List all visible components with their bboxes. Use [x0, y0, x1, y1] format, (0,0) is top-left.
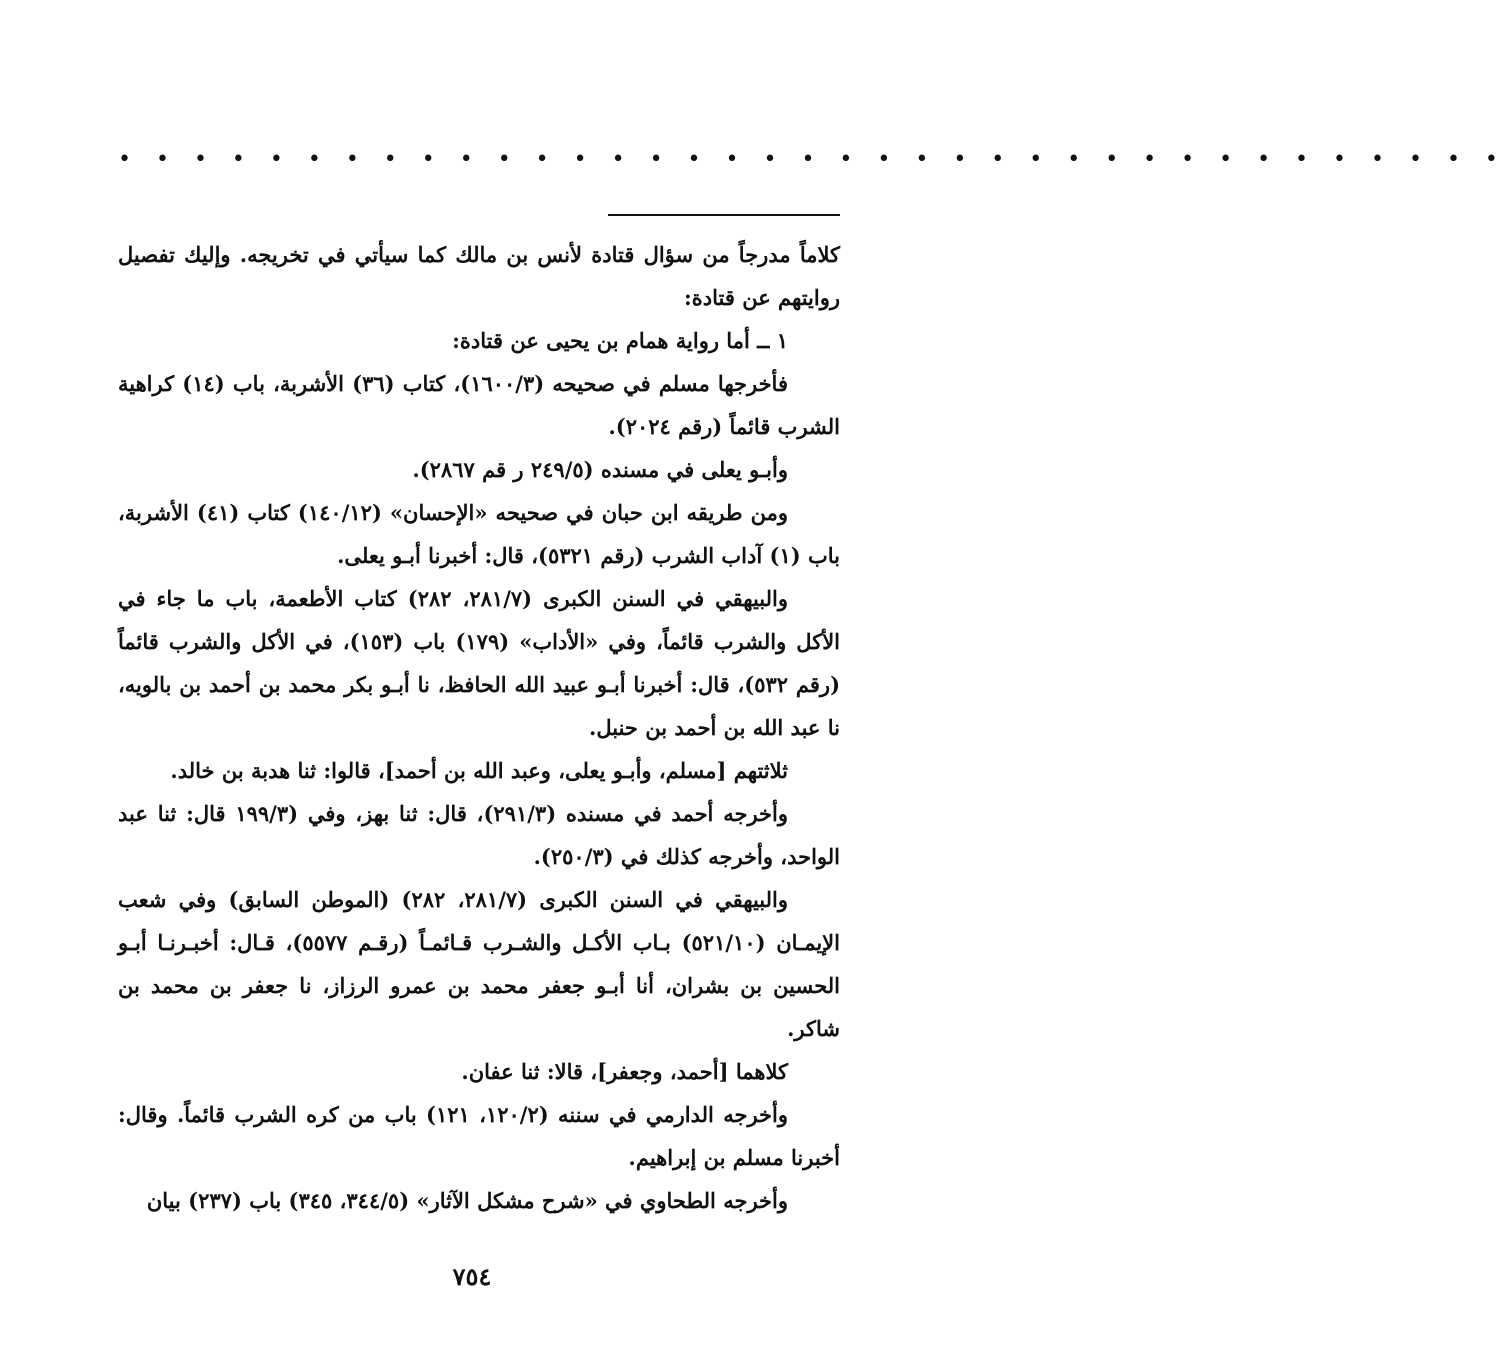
paragraph-9: والبيهقي في السنن الكبرى (٢٨١/٧، ٢٨٢) (الموطن السابق) وفي شعب الإيمـان (٥٢١/١٠) بـاب الأكـل والشـرب قـائمـاً (رقـم ٥٥٧٧)، قـال: أخبـرنـا أبـو الحسين بن بشران، أنا أبـو جعفر محمد بن عمرو الرزاز، نا جعفر بن محمد بن شاكر.	[118, 887, 840, 1041]
paragraph-5: ومن طريقه ابن حبان في صحيحه «الإحسان» (١٤٠/١٢) كتاب (٤١) الأشربة، باب (١) آداب الشرب (رقم ٥٣٢١)، قال: أخبرنا أبـو يعلى.	[118, 500, 840, 568]
paragraph-1: كلاماً مدرجاً من سؤال قتادة لأنس بن مالك كما سيأتي في تخريجه. وإليك تفصيل روايتهم عن قتادة:	[118, 242, 840, 310]
paragraph-6: والبيهقي في السنن الكبرى (٢٨١/٧، ٢٨٢) كتاب الأطعمة، باب ما جاء في الأكل والشرب قائماً، وفي «الأداب» (١٧٩) باب (١٥٣)، في الأكل والشرب قائماً (رقم ٥٣٢)، قال: أخبرنا أبـو عبيد الله الحافظ، نا أبـو بكر محمد بن أحمد بن بالويه، نا عبد الله بن أحمد بن حنبل.	[118, 586, 841, 740]
paragraph-3: فأخرجها مسلم في صحيحه (١٦٠٠/٣)، كتاب (٣٦) الأشربة، باب (١٤) كراهية الشرب قائماً (رقم ٢٠٢٤).	[118, 371, 840, 439]
paragraph-11: وأخرجه الدارمي في سننه (١٢٠/٢، ١٢١) باب من كره الشرب قائماً. وقال: أخبرنا مسلم بن إبراهيم.	[118, 1102, 840, 1170]
paragraph-12: وأخرجه الطحاوي في «شرح مشكل الآثار» (٣٤٤/٥، ٣٤٥) باب (٢٣٧) بيان	[146, 1188, 788, 1213]
paragraph-2-heading: ١ ــ أما رواية همام بن يحيى عن قتادة:	[452, 328, 788, 353]
footnote-body	[118, 233, 840, 1222]
page-number: ٧٥٤	[452, 1262, 492, 1291]
footnote-rule	[608, 214, 840, 216]
dotted-separator: • • • • • • • • • • • • • • • • • • • • • • • • • • • • • • • • • • • • •	[118, 147, 1507, 172]
paragraph-8: وأخرجه أحمد في مسنده (٢٩١/٣)، قال: ثنا بهز، وفي (١٩٩/٣ قال: ثنا عبد الواحد، وأخرجه كذلك في (٢٥٠/٣).	[118, 801, 840, 869]
paragraph-10: كلاهما [أحمد، وجعفر]، قالا: ثنا عفان.	[461, 1059, 788, 1084]
paragraph-7: ثلاثتهم [مسلم، وأبـو يعلى، وعبد الله بن أحمد]، قالوا: ثنا هدبة بن خالد.	[170, 758, 788, 783]
paragraph-4: وأبـو يعلى في مسنده (٢٤٩/٥ ر قم ٢٨٦٧).	[412, 457, 788, 482]
